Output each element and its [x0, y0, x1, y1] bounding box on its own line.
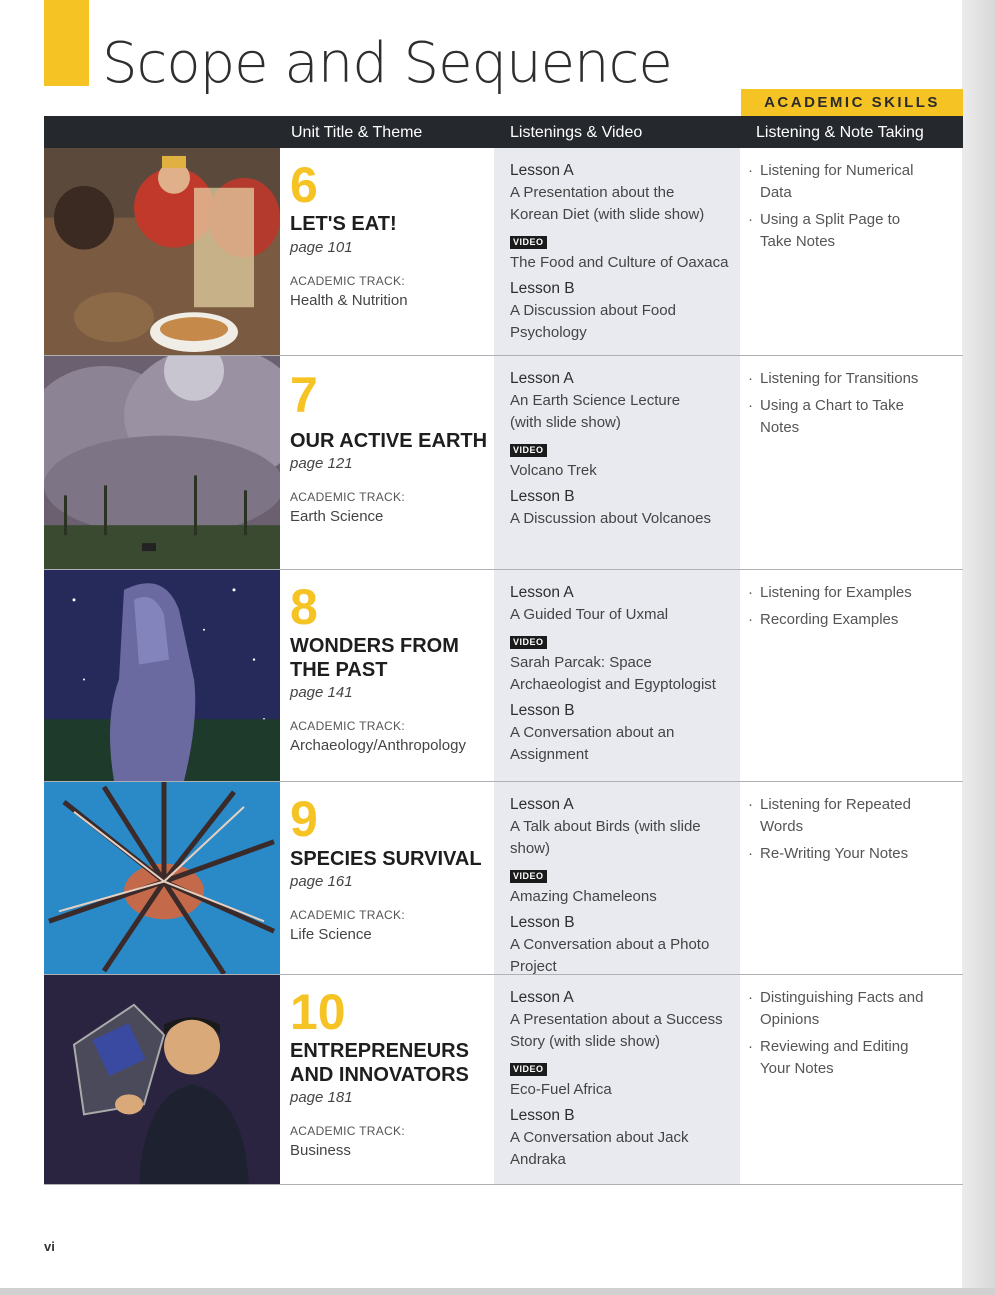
listenings-list: [510, 987, 738, 1175]
unit-title: [290, 847, 490, 871]
lesson-b-line: A Discussion about Food: [510, 302, 676, 319]
skill-line: Reviewing and Editing: [760, 1038, 909, 1055]
unit-title: [290, 212, 490, 236]
skill-item: [748, 160, 958, 204]
academic-track-label: ACADEMIC TRACK:: [290, 490, 405, 504]
video-badge: VIDEO: [510, 236, 547, 249]
unit-photo-entrepreneur: [44, 975, 280, 1184]
bullet-icon: ·: [748, 211, 753, 228]
unit-title-line: THE PAST: [290, 659, 388, 681]
unit-row: [44, 975, 963, 1185]
page-title: Scope and Sequence: [102, 31, 672, 96]
listenings-list: [510, 368, 738, 534]
lesson-b-heading: Lesson B: [510, 280, 575, 297]
title-accent-bar: [44, 0, 89, 86]
skill-line: Data: [760, 184, 792, 201]
skill-line: Listening for Numerical: [760, 162, 914, 179]
table-header: [44, 116, 963, 148]
skill-item: [748, 1036, 958, 1080]
lesson-b-line: A Conversation about Jack: [510, 1129, 689, 1146]
skill-item: [748, 582, 958, 604]
skill-item: [748, 794, 958, 838]
lesson-b-line: Assignment: [510, 746, 589, 763]
bullet-icon: ·: [748, 1038, 753, 1055]
column-header-listenings: Listenings & Video: [510, 124, 643, 141]
academic-track-label: ACADEMIC TRACK:: [290, 908, 405, 922]
video-line: Amazing Chameleons: [510, 888, 657, 905]
lesson-b-heading: Lesson B: [510, 702, 575, 719]
video-badge: VIDEO: [510, 1063, 547, 1076]
unit-page-ref: page 121: [290, 455, 353, 472]
unit-page-ref: page 161: [290, 873, 353, 890]
skill-line: Using a Split Page to: [760, 211, 901, 228]
lesson-b-line: Andraka: [510, 1151, 566, 1168]
unit-row: [44, 356, 963, 570]
skill-line: Using a Chart to Take: [760, 397, 904, 414]
bullet-icon: ·: [748, 370, 753, 387]
unit-title: [290, 1039, 490, 1087]
bullet-icon: ·: [748, 611, 753, 628]
video-badge: VIDEO: [510, 444, 547, 457]
lesson-b-heading: Lesson B: [510, 1107, 575, 1124]
skill-item: [748, 609, 958, 631]
academic-track-label: ACADEMIC TRACK:: [290, 1124, 405, 1138]
listenings-list: [510, 582, 738, 770]
skill-line: Listening for Repeated: [760, 796, 911, 813]
skills-list: [748, 987, 958, 1085]
bullet-icon: ·: [748, 162, 753, 179]
video-badge: VIDEO: [510, 636, 547, 649]
unit-photo-statue: [44, 570, 280, 781]
skill-line: Notes: [760, 419, 800, 436]
unit-title-line: LET'S EAT!: [290, 213, 397, 235]
lesson-a-line: A Presentation about the: [510, 184, 675, 201]
lesson-b-line: A Conversation about a Photo: [510, 936, 710, 953]
unit-title-line: WONDERS FROM: [290, 635, 459, 657]
academic-skills-banner: ACADEMIC SKILLS: [741, 89, 963, 116]
lesson-a-line: Story (with slide show): [510, 1033, 661, 1050]
unit-title-line: OUR ACTIVE EARTH: [290, 430, 488, 452]
skill-item: [748, 843, 958, 865]
lesson-a-line: A Guided Tour of Uxmal: [510, 606, 669, 623]
skill-line: Re-Writing Your Notes: [760, 845, 909, 862]
video-line: Eco-Fuel Africa: [510, 1081, 612, 1098]
video-line: Archaeologist and Egyptologist: [510, 676, 716, 693]
lesson-a-heading: Lesson A: [510, 989, 574, 1006]
academic-track-value: Archaeology/Anthropology: [290, 737, 466, 754]
listenings-list: [510, 794, 738, 982]
unit-number: 6: [290, 157, 318, 213]
skill-line: Recording Examples: [760, 611, 899, 628]
lesson-a-line: An Earth Science Lecture: [510, 392, 681, 409]
unit-page-ref: page 101: [290, 239, 353, 256]
lesson-a-line: A Presentation about a Success: [510, 1011, 723, 1028]
page-bottom-shadow: [0, 1288, 995, 1295]
skill-line: Take Notes: [760, 233, 836, 250]
lesson-b-line: A Conversation about an: [510, 724, 675, 741]
skill-line: Opinions: [760, 1011, 820, 1028]
lesson-b-heading: Lesson B: [510, 914, 575, 931]
unit-photo-lionfish: [44, 782, 280, 974]
lesson-a-heading: Lesson A: [510, 162, 574, 179]
video-line: The Food and Culture of Oaxaca: [510, 254, 729, 271]
academic-track-value: Business: [290, 1142, 351, 1159]
page-number: vi: [44, 1239, 55, 1254]
video-line: Volcano Trek: [510, 462, 597, 479]
unit-number: 9: [290, 791, 318, 847]
video-line: Sarah Parcak: Space: [510, 654, 652, 671]
skill-line: Listening for Transitions: [760, 370, 919, 387]
skill-item: [748, 987, 958, 1031]
academic-track-value: Earth Science: [290, 508, 384, 525]
unit-number: 7: [290, 367, 318, 423]
lesson-a-heading: Lesson A: [510, 584, 574, 601]
skill-line: Words: [760, 818, 804, 835]
lesson-b-line: Psychology: [510, 324, 587, 341]
unit-number: 8: [290, 579, 318, 635]
lesson-a-line: A Talk about Birds (with slide show): [510, 818, 701, 857]
lesson-b-line: A Discussion about Volcanoes: [510, 510, 711, 527]
skill-line: Distinguishing Facts and: [760, 989, 924, 1006]
academic-track-label: ACADEMIC TRACK:: [290, 274, 405, 288]
skills-list: [748, 582, 958, 636]
skill-item: [748, 209, 958, 253]
unit-row: [44, 570, 963, 782]
unit-title: [290, 634, 490, 682]
bullet-icon: ·: [748, 989, 753, 1006]
listenings-list: [510, 160, 738, 348]
skill-line: Your Notes: [760, 1060, 834, 1077]
skill-line: Listening for Examples: [760, 584, 912, 601]
unit-photo-food: [44, 148, 280, 355]
unit-title-line: ENTREPRENEURS: [290, 1040, 469, 1062]
lesson-a-line: Korean Diet (with slide show): [510, 206, 705, 223]
skills-list: [748, 160, 958, 258]
academic-track-label: ACADEMIC TRACK:: [290, 719, 405, 733]
units-table: [44, 148, 963, 1185]
column-header-unit: Unit Title & Theme: [291, 124, 423, 141]
unit-page-ref: page 141: [290, 684, 353, 701]
unit-title-line: SPECIES SURVIVAL: [290, 848, 482, 870]
academic-track-value: Health & Nutrition: [290, 292, 408, 309]
unit-row: [44, 782, 963, 975]
unit-title-line: AND INNOVATORS: [290, 1064, 469, 1086]
skill-item: [748, 395, 958, 439]
unit-number: 10: [290, 984, 346, 1040]
bullet-icon: ·: [748, 796, 753, 813]
skills-list: [748, 794, 958, 870]
lesson-b-heading: Lesson B: [510, 488, 575, 505]
academic-track-value: Life Science: [290, 926, 372, 943]
unit-photo-volcano: [44, 356, 280, 569]
unit-row: [44, 148, 963, 356]
skills-list: [748, 368, 958, 444]
column-header-skills: Listening & Note Taking: [756, 124, 924, 141]
lesson-a-heading: Lesson A: [510, 370, 574, 387]
video-badge: VIDEO: [510, 870, 547, 883]
lesson-a-heading: Lesson A: [510, 796, 574, 813]
bullet-icon: ·: [748, 584, 753, 601]
lesson-a-line: (with slide show): [510, 414, 621, 431]
page-edge-shadow: [962, 0, 995, 1295]
unit-page-ref: page 181: [290, 1089, 353, 1106]
lesson-b-line: Project: [510, 958, 557, 975]
bullet-icon: ·: [748, 845, 753, 862]
skill-item: [748, 368, 958, 390]
unit-title: [290, 429, 490, 453]
bullet-icon: ·: [748, 397, 753, 414]
